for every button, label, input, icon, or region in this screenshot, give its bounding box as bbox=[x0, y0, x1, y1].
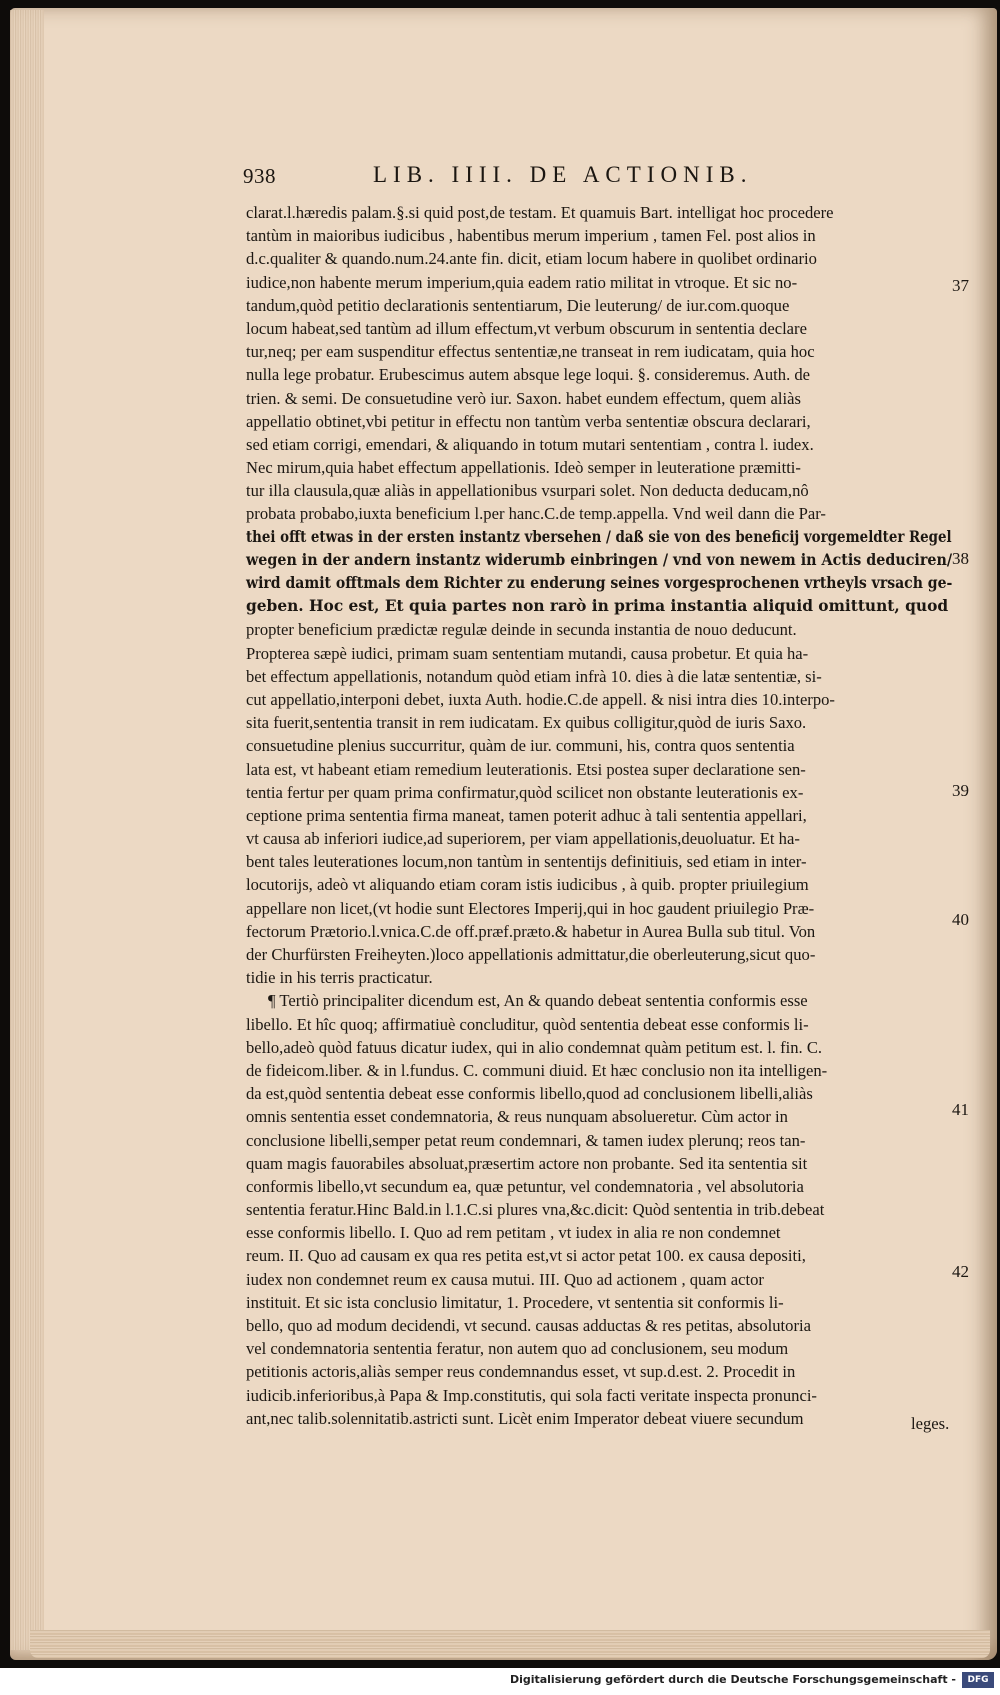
text-line: locutorijs, adeò vt aliquando etiam coram istis iudicibus , à quib. propter priuilegium bbox=[246, 875, 809, 895]
text-line: propter beneficium prædictæ regulæ deinde in secunda instantia de nouo deducunt. bbox=[246, 620, 797, 640]
text-line: fectorum Prætorio.l.vnica.C.de off.præf.præto.& habetur in Aurea Bulla sub titul. Von bbox=[246, 921, 816, 941]
text-line: quam magis fauorabiles absoluat,præsertim actore non probante. Sed ita sententia sit bbox=[246, 1153, 808, 1173]
text-line: tentia fertur per quam prima confirmatur,quòd scilicet non obstante leuterationis ex- bbox=[246, 782, 804, 802]
text-line: bello,adeò quòd fatuus dicatur iudex, qui in alio condemnat quàm petitum est. l. fin. C. bbox=[246, 1037, 823, 1057]
margin-number: 42 bbox=[952, 1262, 969, 1281]
text-line: consuetudine plenius succurritur, quàm de iur. communi, his, contra quos sententia bbox=[246, 736, 795, 756]
page-edges-bottom bbox=[30, 1630, 990, 1658]
text-line: der Churfürsten Freiheyten.)loco appellationis admittatur,die oberleuterung,sicut quo- bbox=[246, 945, 816, 964]
text-line: Nec mirum,quia habet effectum appellationis. Ideò semper in leuteratione præmitti- bbox=[246, 458, 801, 478]
text-line: tandum,quòd petitio declarationis sententiarum, Die leuterung/ de iur.com.quoque bbox=[246, 295, 790, 315]
text-line: thei offt etwas in der ersten instantz vbersehen / daß sie von des beneficij vorgemeldter Regel bbox=[246, 527, 952, 546]
text-line: probata probabo,iuxta beneficium l.per hanc.C.de temp.appella. Vnd weil dann die Par- bbox=[246, 504, 826, 524]
text-line: iudice,non habente merum imperium,quia eadem ratio militat in vtroque. Et sic no- bbox=[246, 272, 798, 292]
margin-number: 41 bbox=[952, 1100, 969, 1119]
text-line: sententia feratur.Hinc Bald.in l.1.C.si plures vna,&c.dicit: Quòd sententia in trib.debeat bbox=[246, 1200, 825, 1220]
text-line: wegen in der andern instantz widerumb einbringen / vnd von newem in Actis deduciren/ bbox=[246, 550, 953, 569]
page-edges-left bbox=[10, 10, 44, 1650]
text-line: instituit. Et sic ista conclusio limitatur, 1. Procedere, vt sententia sit conformis li- bbox=[246, 1292, 784, 1312]
text-line: wird damit offtmals dem Richter zu enderung seines vorgesprochenen vrtheyls vrsach ge- bbox=[246, 574, 953, 592]
text-line: tur,neq; per eam suspenditur effectus sententiæ,ne transeat in rem iudicatam, quia hoc bbox=[246, 342, 815, 362]
text-line: bello, quo ad modum decidendi, vt secund. causas adductas & res petitas, absolutoria bbox=[246, 1316, 811, 1335]
text-line: ant,nec talib.solennitatib.astricti sunt. Licèt enim Imperator debeat viuere secundum bbox=[246, 1408, 804, 1428]
dfg-logo-icon: DFG bbox=[962, 1672, 994, 1688]
text-line: tur illa clausula,quæ aliàs in appellationibus vsurpari solet. Non deducta deducam,nô bbox=[246, 481, 809, 501]
text-line: ¶ Tertiò principaliter dicendum est, An & quando debeat sententia conformis esse bbox=[268, 991, 808, 1011]
text-line: locum habeat,sed tantùm ad illum effectum,vt verbum obscurum in sententia declare bbox=[246, 318, 807, 338]
text-line: iudex non condemnet reum ex causa mutui. III. Quo ad actionem , quam actor bbox=[246, 1269, 764, 1289]
text-line: de fideicom.liber. & in l.fundus. C. communi diuid. Et hæc conclusio non ita intelligen- bbox=[246, 1060, 828, 1080]
text-line: nulla lege probatur. Erubescimus autem absque lege loqui. §. consideremus. Auth. de bbox=[246, 365, 811, 385]
margin-number: 37 bbox=[952, 276, 969, 295]
text-line: cut appellatio,interponi debet, iuxta Auth. hodie.C.de appell. & nisi intra dies 10.interpo- bbox=[246, 689, 835, 709]
text-line: d.c.qualiter & quando.num.24.ante fin. dicit, etiam locum habere in quolibet ordinario bbox=[246, 249, 817, 269]
text-line: appellatio obtinet,vbi petitur in effectu non tantùm verba sententiæ obscura declarari, bbox=[246, 411, 811, 431]
text-line: clarat.l.hæredis palam.§.si quid post,de testam. Et quamuis Bart. intelligat hoc procedere bbox=[246, 203, 834, 222]
text-line: bent tales leuterationes locum,non tantùm in sententijs definitiuis, sed etiam in inter- bbox=[246, 852, 807, 872]
text-line: ceptione prima sententia firma maneat, tamen poterit adhuc à tali sententia appellari, bbox=[246, 805, 807, 825]
text-line: esse conformis libello. I. Quo ad rem petitam , vt iudex in alia re non condemnet bbox=[246, 1223, 781, 1243]
text-line: reum. II. Quo ad causam ex qua res petita est,vt si actor petat 100. ex causa depositi, bbox=[246, 1246, 806, 1266]
text-line: vel condemnatoria sententia feratur, non autem quo ad conclusionem, seu modum bbox=[246, 1339, 789, 1359]
text-line: tidie in his terris practicatur. bbox=[246, 968, 433, 988]
text-line: conformis libello,vt secundum ea, quæ petuntur, vel condemnatoria , vel absolutoria bbox=[246, 1176, 804, 1196]
text-line: iudicib.inferioribus,à Papa & Imp.constitutis, qui sola facti veritate inspecta pronunci- bbox=[246, 1385, 817, 1405]
text-line: tantùm in maioribus iudicibus , habentibus merum imperium , tamen Fel. post alios in bbox=[246, 226, 816, 246]
text-line: omnis sententia esset condemnatoria, & reus nunquam absolueretur. Cùm actor in bbox=[246, 1107, 788, 1127]
text-line: sed etiam corrigi, emendari, & aliquando in totum mutari sententiam , contra l. iudex. bbox=[246, 434, 814, 454]
margin-number: 40 bbox=[952, 910, 969, 929]
header-title: LIB. IIII. DE ACTIONIB. bbox=[373, 162, 753, 187]
running-head bbox=[243, 164, 963, 196]
text-line: petitionis actoris,aliàs semper reus condemnandus esset, vt sup.d.est. 2. Procedit in bbox=[246, 1362, 796, 1382]
text-line: da est,quòd sententia debeat esse conformis libello,quod ad conclusionem libelli,aliàs bbox=[246, 1084, 813, 1104]
catchword: leges. bbox=[911, 1414, 950, 1433]
text-line: libello. Et hîc quoq; affirmatiuè concluditur, quòd sententia debeat esse conformis li- bbox=[246, 1014, 809, 1034]
text-line: geben. Hoc est, Et quia partes non rarò in prima instantia aliquid omittunt, quod bbox=[246, 597, 949, 616]
text-line: trien. & semi. De consuetudine verò iur. Saxon. habet eundem effectum, quem aliàs bbox=[246, 388, 801, 408]
margin-number: 39 bbox=[952, 781, 969, 800]
text-line: conclusione libelli,semper petat reum condemnari, & tamen iudex plerunq; reos tan- bbox=[246, 1130, 806, 1150]
text-line: bet effectum appellationis, notandum quòd etiam infrà 10. dies à die latæ sententiæ, si- bbox=[246, 666, 822, 686]
footer-credit: Digitalisierung gefördert durch die Deutsche Forschungsgemeinschaft - bbox=[509, 1673, 956, 1686]
text-line: vt causa ab inferiori iudice,ad superiorem, per viam appellationis,deuoluatur. Et ha- bbox=[246, 829, 800, 849]
text-line: sita fuerit,sententia transit in rem iudicatam. Ex quibus colligitur,quòd de iuris Saxo. bbox=[246, 713, 807, 733]
body-text bbox=[246, 201, 952, 1430]
text-line: Propterea sæpè iudici, primam suam sententiam mutandi, causa probetur. Et quia ha- bbox=[246, 643, 809, 663]
text-line: appellare non licet,(vt hodie sunt Electores Imperij,qui in hoc gaudent priuilegio Præ- bbox=[246, 898, 815, 918]
text-line: lata est, vt habeant etiam remedium leuterationis. Etsi postea super declaratione sen- bbox=[246, 759, 806, 779]
margin-number: 38 bbox=[952, 549, 969, 568]
page-number: 938 bbox=[243, 164, 276, 188]
footer-bar bbox=[0, 1668, 1000, 1695]
